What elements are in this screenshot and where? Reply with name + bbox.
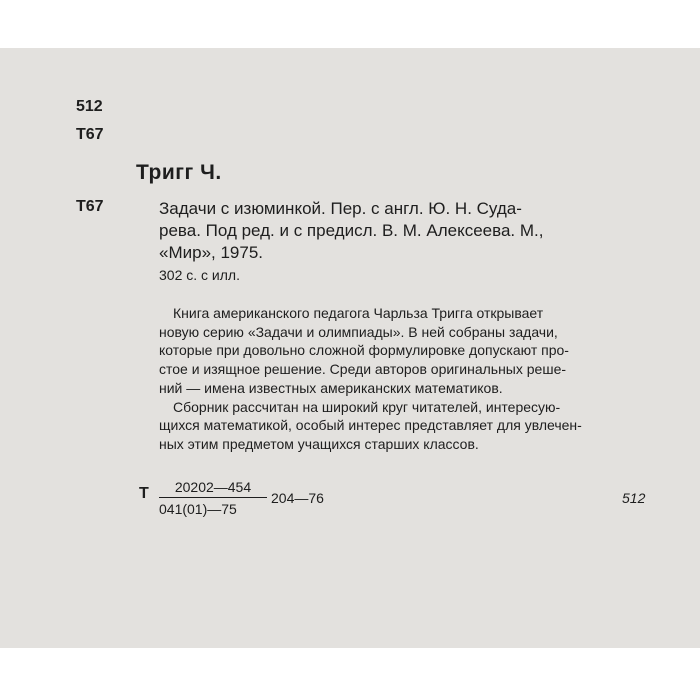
author-mark: Т67 [76, 198, 104, 215]
title-description [159, 198, 659, 264]
bbk-code: Т67 [76, 126, 104, 143]
abstract-line: новую серию «Задачи и олимпиады». В ней собраны задачи, [159, 323, 558, 340]
abstract-line: ний — имена известных американских математиков. [159, 379, 503, 396]
title-line: рева. Под ред. и с предисл. В. М. Алексеева. М., [159, 221, 544, 240]
abstract-line: стое и изящное решение. Среди авторов оригинальных реше- [159, 361, 567, 378]
title-line: «Мир», 1975. [159, 243, 264, 262]
fraction-numerator: 20202—454 [174, 479, 252, 495]
abstract-line: Сборник рассчитан на широкий круг читателей, интересую- [173, 398, 561, 415]
publisher-fraction [159, 478, 267, 518]
abstract-line: ных этим предметом учащихся старших классов. [159, 435, 479, 452]
udk-code: 512 [76, 98, 103, 115]
price-code: 204—76 [271, 490, 324, 506]
footer-udk-code: 512 [622, 490, 646, 506]
fraction-bar [159, 497, 267, 498]
catalog-card [0, 48, 700, 648]
abstract [159, 304, 679, 454]
abstract-line: щихся математикой, особый интерес представляет для увлечен- [159, 417, 582, 434]
fraction-denominator: 041(01)—75 [159, 501, 237, 517]
author-heading: Тригг Ч. [136, 161, 222, 184]
footer-letter: Т [139, 485, 149, 502]
abstract-line: Книга американского педагога Чарльза Тригга открывает [173, 305, 544, 321]
title-line: Задачи с изюминкой. Пер. с англ. Ю. Н. Суда- [159, 199, 522, 218]
page-count: 302 с. с илл. [159, 267, 240, 283]
abstract-line: которые при довольно сложной формулировке допускают про- [159, 342, 569, 359]
